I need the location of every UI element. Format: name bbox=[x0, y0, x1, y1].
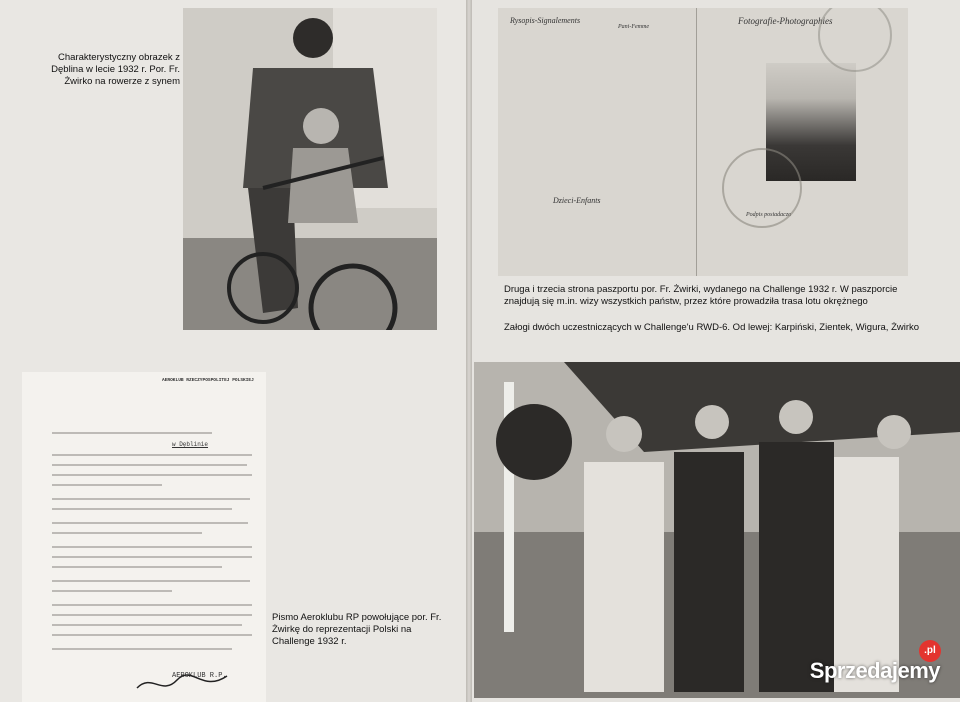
letter-caption: Pismo Aeroklubu RP powołujące por. Fr. Żwirkę do reprezentacji Polski na Challenge 1932 r. bbox=[272, 612, 442, 647]
letter-closing: AEROKLUB R.P. bbox=[172, 672, 227, 680]
watermark-brand: Sprzedajemy bbox=[809, 658, 940, 683]
passport-left-heading: Rysopis-Signalements bbox=[510, 16, 581, 25]
watermark-badge: .pl bbox=[919, 640, 941, 662]
passport-children-heading: Dzieci-Enfants bbox=[553, 196, 601, 205]
passport-right-heading: Fotografie-Photographies bbox=[738, 16, 833, 26]
passport-stamp bbox=[722, 148, 802, 228]
passport-sub-heading: Pani-Femme bbox=[618, 24, 649, 30]
bicycle-photo-drawing bbox=[183, 8, 437, 330]
passport-scan bbox=[498, 8, 908, 276]
bicycle-photo bbox=[183, 8, 437, 330]
bicycle-caption: Charakterystyczny obrazek z Dęblina w lecie 1932 r. Por. Fr. Żwirko na rowerze z synem bbox=[51, 52, 180, 87]
crews-caption: Załogi dwóch uczestniczących w Challenge'u RWD-6. Od lewej: Karpiński, Zientek, Wigura, Żwirko bbox=[504, 322, 920, 333]
passport-signature-label: Podpis posiadacza bbox=[746, 212, 792, 218]
passport-fold bbox=[696, 8, 697, 276]
letter-signature bbox=[132, 668, 232, 698]
aeroklub-letter bbox=[22, 372, 266, 702]
passport-caption: Druga i trzecia strona paszportu por. Fr. Żwirki, wydanego na Challenge 1932 r. W paszporcie znajdują się m.in. wizy wszystkich państw, przez które prowadziła trasa lotu okrężnego bbox=[504, 284, 898, 307]
letter-org: AEROKLUB RZECZYPOSPOLITEJ POLSKIEJ bbox=[162, 378, 254, 383]
crew-photo-drawing bbox=[474, 362, 960, 698]
book-gutter bbox=[466, 0, 472, 702]
letter-salutation: w Dęblinie bbox=[172, 441, 209, 448]
crew-photo bbox=[474, 362, 960, 698]
